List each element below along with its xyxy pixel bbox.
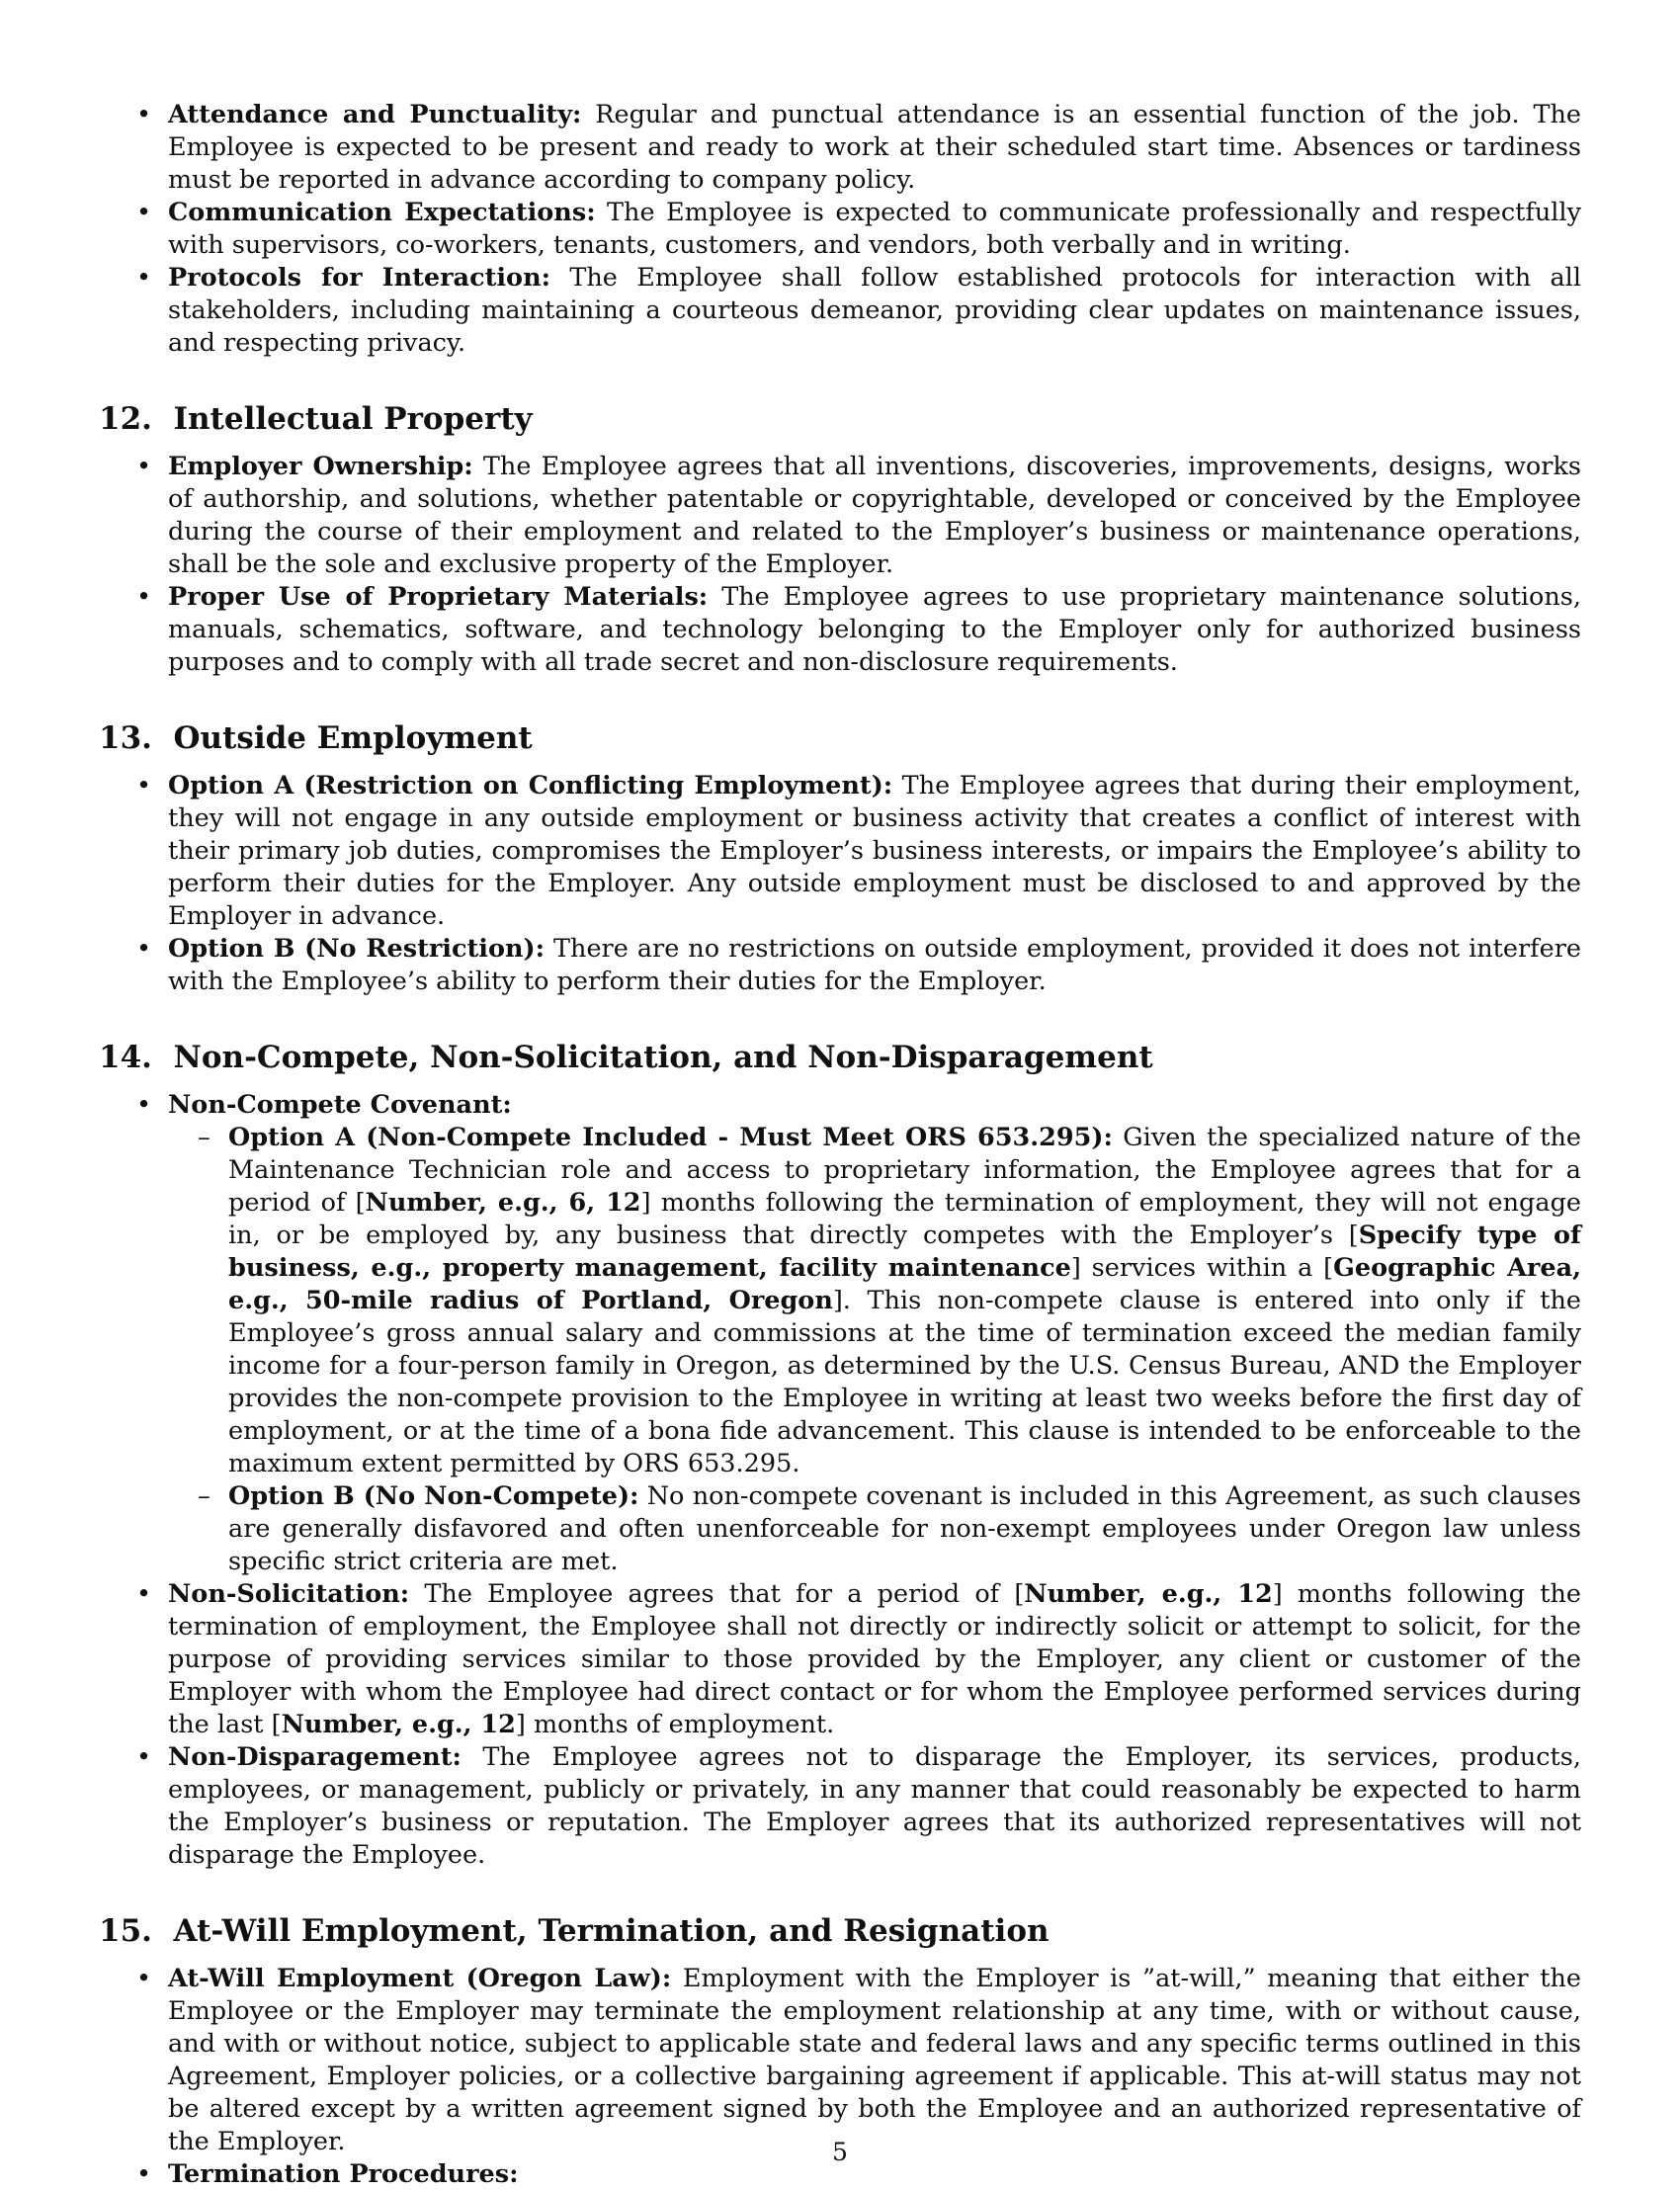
page-number: 5: [832, 2138, 848, 2166]
list-item: [99, 451, 1581, 581]
item-text: ] months following the termination of employment, they will not engage in, or be employed by, any business that directly competes with the Employer’s [: [228, 1188, 1581, 1250]
list-item: [99, 770, 1581, 933]
section-14-heading: 14. Non-Compete, Non-Solicitation, and Non-Disparagement: [99, 1040, 1153, 1075]
item-label: Employer Ownership:: [168, 452, 473, 481]
placeholder-period: Number, e.g., 12: [1024, 1579, 1273, 1609]
item-label: Communication Expectations:: [168, 198, 596, 227]
list-item-at-will: [99, 1963, 1581, 2158]
placeholder-period: Number, e.g., 12: [281, 1710, 516, 1739]
noncompete-options: [168, 1122, 1581, 1578]
item-text: Employment with the Employer is ”at-will,” meaning that either the Employee or the Employer may terminate the employment relationship at any time, with or without cause, and with or without notice, subject to applicable state and federal laws and any specific terms outlined in this Agreement, Employer policies, or a collective bargaining agreement if applicable. This at-will status may not be altered except by a written agreement signed by both the Employee and an authorized representative of the Employer.: [168, 1964, 1581, 2156]
item-label: Protocols for Interaction:: [168, 263, 551, 293]
item-text: The Employee shall follow established protocols for interaction with all stakeholders, including maintaining a courteous demeanor, providing clear updates on maintenance issues, and respecting privacy.: [168, 263, 1581, 358]
sub-list-item-option-a: [168, 1122, 1581, 1480]
item-label: Option B (No Restriction):: [168, 934, 546, 964]
item-text: The Employee agrees that for a period of [: [409, 1579, 1025, 1609]
sub-list-item-option-b: [168, 1480, 1581, 1578]
item-text: The Employee agrees not to disparage the Employer, its services, products, employees, or management, publicly or privately, in any manner that could reasonably be expected to harm the Employer’s business or reputation. The Employer agrees that its authorized representatives will not disparage the Employee.: [168, 1742, 1581, 1870]
item-text: ] months of employment.: [515, 1710, 835, 1739]
item-text: ] services within a [: [1070, 1253, 1334, 1283]
item-text: The Employee agrees to use proprietary maintenance solutions, manuals, schematics, software, and technology belonging to the Employer only for authorized business purposes and to comply with all trade secret and non-disclosure requirements.: [168, 582, 1581, 677]
section-12-list: [99, 451, 1581, 679]
placeholder-period: Number, e.g., 6, 12: [365, 1188, 641, 1218]
item-text: The Employee agrees that during their employment, they will not engage in any outside employment or business activity that creates a conflict of interest with their primary job duties, compromises the Employer’s business interests, or impairs the Employee’s ability to perform their duties for the Employer. Any outside employment must be disclosed to and approved by the Employer in advance.: [168, 771, 1581, 931]
item-label: Proper Use of Proprietary Materials:: [168, 582, 709, 612]
item-label: Attendance and Punctuality:: [168, 100, 582, 129]
item-text: ]. This non-compete clause is entered into only if the Employee’s gross annual salary and commissions at the time of termination exceed the median family income for a four-person family in Oregon, as determined by the U.S. Census Bureau, AND the Employer provides the non-compete provision to the Employee in writing at least two weeks before the first day of employment, or at the time of a bona fide advancement. This clause is intended to be enforceable to the maximum extent permitted by ORS 653.295.: [228, 1286, 1581, 1478]
item-label: Non-Solicitation:: [168, 1579, 410, 1609]
list-item-nondisparagement: [99, 1741, 1581, 1872]
section-11-list: [99, 99, 1581, 360]
item-label: Option A (Non-Compete Included - Must Meet ORS 653.295):: [228, 1123, 1113, 1152]
list-item: [99, 581, 1581, 679]
section-12-heading: 12. Intellectual Property: [99, 401, 533, 437]
item-text: Given the specialized nature of the Maintenance Technician role and access to proprietary information, the Employee agrees that for a period of [: [228, 1123, 1581, 1218]
item-label: Option B (No Non-Compete):: [228, 1481, 639, 1511]
list-item-nonsolicitation: [99, 1578, 1581, 1741]
item-label: Non-Compete Covenant:: [168, 1090, 512, 1120]
list-item-noncompete: [99, 1089, 1581, 1578]
placeholder-business-type: Specify type of business, e.g., property management, facility maintenance: [228, 1221, 1581, 1283]
item-text: ] months following the termination of employment, the Employee shall not directly or indirectly solicit or attempt to solicit, for the purpose of providing services similar to those provided by the Employer, any client or customer of the Employer with whom the Employee had direct contact or for whom the Employee performed services during the last [: [168, 1579, 1581, 1739]
placeholder-geographic-area: Geographic Area, e.g., 50-mile radius of Portland, Oregon: [228, 1253, 1581, 1315]
item-text: The Employee is expected to communicate professionally and respectfully with supervisors, co-workers, tenants, customers, and vendors, both verbally and in writing.: [168, 198, 1581, 260]
item-text: The Employee agrees that all inventions, discoveries, improvements, designs, works of authorship, and solutions, whether patentable or copyrightable, developed or conceived by the Employee during the course of their employment and related to the Employer’s business or maintenance operations, shall be the sole and exclusive property of the Employer.: [168, 452, 1581, 579]
item-label: At-Will Employment (Oregon Law):: [168, 1964, 672, 1993]
list-item: [99, 933, 1581, 998]
section-13-heading: 13. Outside Employment: [99, 720, 533, 756]
list-item: [99, 197, 1581, 262]
list-item: [99, 99, 1581, 197]
item-text: No non-compete covenant is included in this Agreement, as such clauses are generally disfavored and often unenforceable for non-exempt employees under Oregon law unless specific strict criteria are met.: [228, 1481, 1582, 1576]
document-body: [99, 99, 1581, 2191]
item-label: Termination Procedures:: [168, 2159, 519, 2189]
section-14-list: [99, 1089, 1581, 1872]
item-text: Regular and punctual attendance is an essential function of the job. The Employee is expected to be present and ready to work at their scheduled start time. Absences or tardiness must be reported in advance according to company policy.: [168, 100, 1581, 195]
section-13-list: [99, 770, 1581, 998]
section-15-heading: 15. At-Will Employment, Termination, and Resignation: [99, 1913, 1050, 1949]
item-text: There are no restrictions on outside employment, provided it does not interfere with the Employee’s ability to perform their duties for the Employer.: [168, 934, 1581, 996]
item-label: Option A (Restriction on Conflicting Employment):: [168, 771, 893, 801]
list-item: [99, 262, 1581, 360]
item-label: Non-Disparagement:: [168, 1742, 462, 1772]
